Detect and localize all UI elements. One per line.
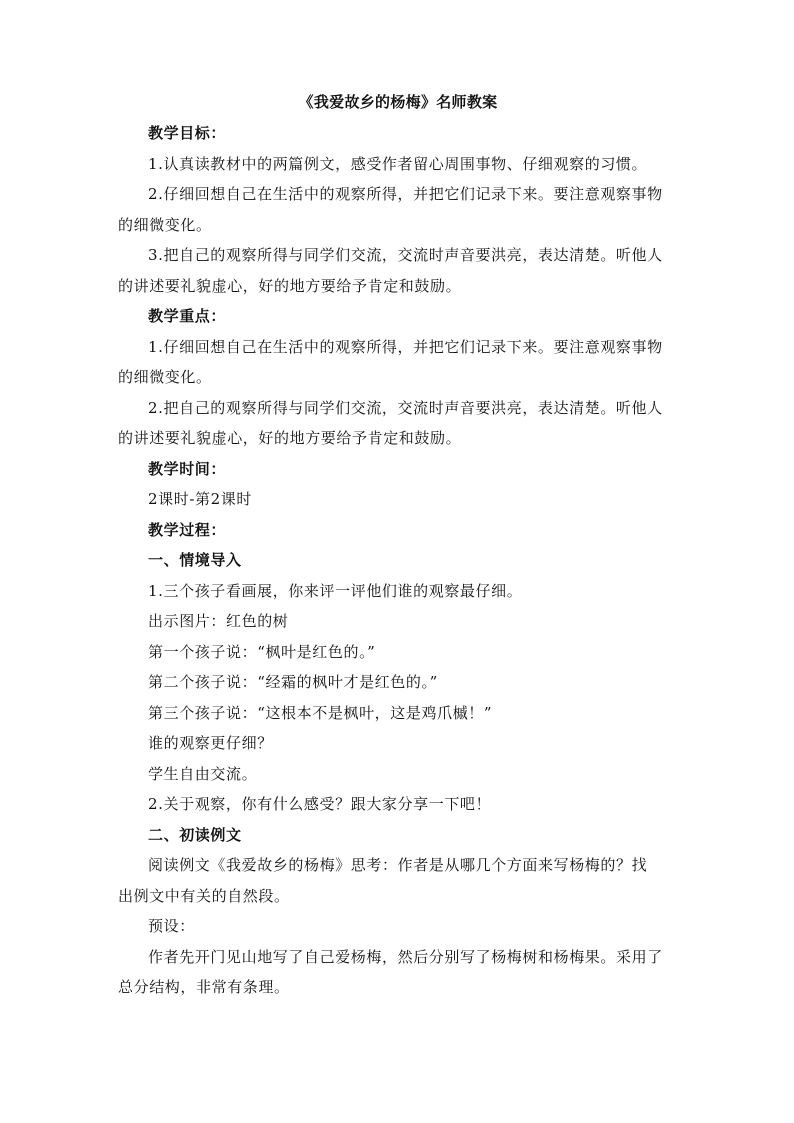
document-body	[118, 118, 678, 1003]
body-text-line: 的细微变化。	[118, 368, 212, 386]
body-text-line: 作者先开门见山地写了自己爱杨梅，然后分别写了杨梅树和杨梅果。采用了	[148, 947, 663, 966]
body-text-line: 的讲述要礼貌虚心，好的地方要给予肯定和鼓励。	[118, 429, 462, 447]
body-text-line: 谁的观察更仔细？	[148, 734, 273, 752]
section-heading: 教学目标：	[148, 124, 227, 142]
section-heading: 教学重点：	[148, 307, 227, 325]
body-text-line: 的细微变化。	[118, 215, 212, 234]
body-text-line: 2.仔细回想自己在生活中的观察所得，并把它们记录下来。要注意观察事物	[148, 185, 663, 203]
body-text-line: 阅读例文《我爱故乡的杨梅》思考：作者是从哪几个方面来写杨梅的？找	[148, 856, 648, 874]
section-heading: 教学过程：	[148, 520, 227, 539]
body-text-line: 总分结构，非常有条理。	[118, 978, 290, 996]
body-text-line: 1.认真读教材中的两篇例文，感受作者留心周围事物、仔细观察的习惯。	[148, 154, 648, 173]
body-text-line: 第三个孩子说：“这根本不是枫叶，这是鸡爪槭！”	[148, 703, 493, 722]
body-text-line: 2课时-第2课时	[148, 490, 252, 508]
body-text-line: 1.仔细回想自己在生活中的观察所得，并把它们记录下来。要注意观察事物	[148, 337, 663, 356]
document-page	[118, 92, 678, 1003]
body-text-line: 第二个孩子说：“经霜的枫叶才是红色的。”	[148, 673, 438, 691]
body-text-line: 3.把自己的观察所得与同学们交流，交流时声音要洪亮，表达清楚。听他人	[148, 246, 663, 264]
body-text-line: 出例文中有关的自然段。	[118, 886, 290, 905]
body-text-line: 1.三个孩子看画展，你来评一评他们谁的观察最仔细。	[148, 581, 523, 600]
body-text-line: 2.关于观察，你有什么感受？跟大家分享一下吧！	[148, 795, 492, 813]
body-text-line: 的讲述要礼貌虚心，好的地方要给予肯定和鼓励。	[118, 276, 462, 295]
body-text-line: 第一个孩子说：“枫叶是红色的。”	[148, 642, 376, 661]
body-text-line: 预设：	[148, 917, 195, 935]
document-title: 《我爱故乡的杨梅》名师教案	[298, 93, 498, 111]
body-text-line: 出示图片：红色的树	[148, 612, 289, 630]
body-text-line: 学生自由交流。	[148, 764, 258, 783]
body-text-line: 2.把自己的观察所得与同学们交流，交流时声音要洪亮，表达清楚。听他人	[148, 398, 663, 417]
section-heading: 二、初读例文	[148, 825, 242, 844]
section-heading: 一、情境导入	[148, 551, 242, 569]
section-heading: 教学时间：	[148, 459, 227, 478]
